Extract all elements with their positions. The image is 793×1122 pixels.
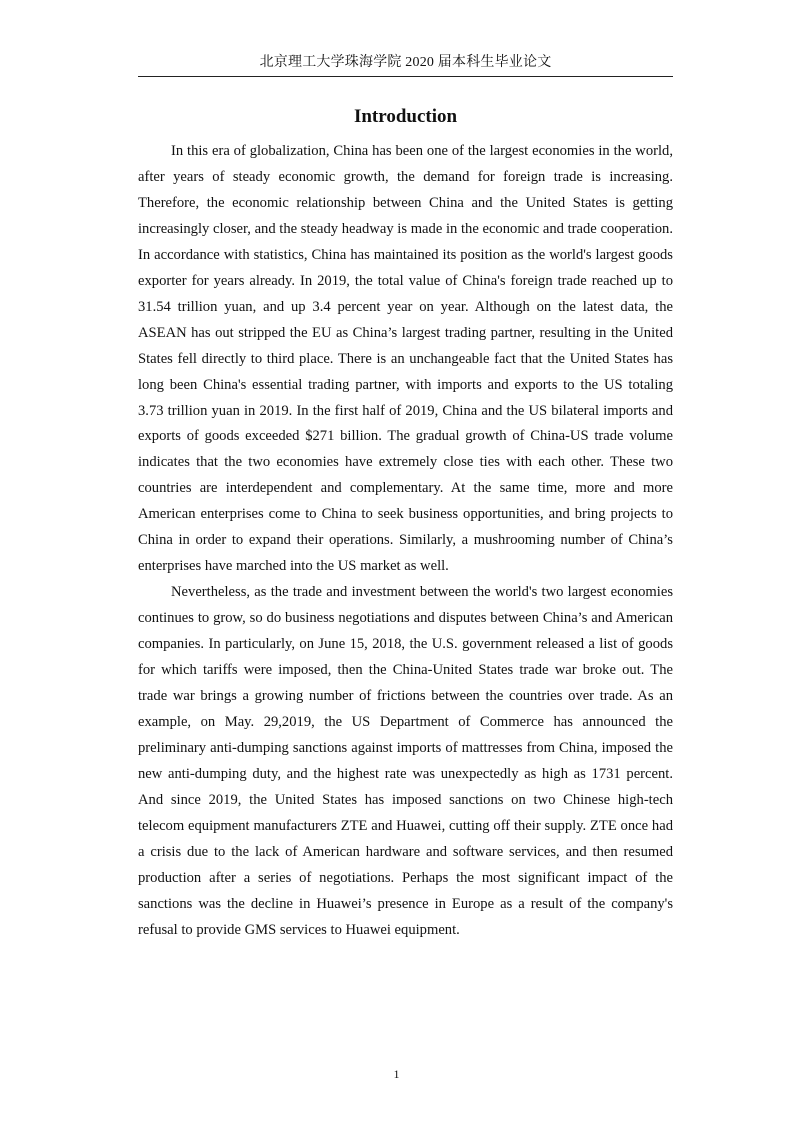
paragraph-2: Nevertheless, as the trade and investment between the world's two largest economies continues to grow, so do business negotiations and disputes between China’s and American companies. In particularly, on June 15, 2018, the U.S. government released a list of goods for which tariffs were imposed, then the China-United States trade war broke out. The trade war brings a growing number of frictions between the countries over trade. As an example, on May. 29,2019, the US Department of Commerce has announced the preliminary anti-dumping sanctions against imports of mattresses from China, imposed the new anti-dumping duty, and the highest rate was unexpectedly as high as 1731 percent. And since 2019, the United States has imposed sanctions on two Chinese high-tech telecom equipment manufacturers ZTE and Huawei, cutting off their supply. ZTE once had a crisis due to the lack of American hardware and software services, and then resumed production after a series of negotiations. Perhaps the most significant impact of the sanctions was the decline in Huawei’s presence in Europe as a result of the company's refusal to provide GMS services to Huawei equipment.: [138, 584, 673, 938]
paragraph-1: In this era of globalization, China has been one of the largest economies in the world, after years of steady economic growth, the demand for foreign trade is increasing. Therefore, the economic relationship between China and the United States is getting increasingly closer, and the steady headway is made in the economic and trade cooperation. In accordance with statistics, China has maintained its position as the world's largest goods exporter for years already. In 2019, the total value of China's foreign trade reached up to 31.54 trillion yuan, and up 3.4 percent year on year. Although on the latest data, the ASEAN has out stripped the EU as China’s largest trading partner, resulting in the United States fell directly to third place. There is an unchangeable fact that the United States has long been China's essential trading partner, with imports and exports to the US totaling 3.73 trillion yuan in 2019. In the first half of 2019, China and the US bilateral imports and exports of goods exceeded $271 billion. The gradual growth of China-US trade volume indicates that the two economies have extremely close ties with each other. These two countries are interdependent and complementary. At the same time, more and more American enterprises come to China to seek business opportunities, and bring projects to China in order to expand their operations. Similarly, a mushrooming number of China’s enterprises have marched into the US market as well.: [138, 143, 673, 575]
body-text: [138, 139, 673, 944]
page-number: 1: [393, 1067, 400, 1081]
header-text: 北京理工大学珠海学院 2020 届本科生毕业论文: [259, 55, 552, 70]
page-header: [138, 52, 673, 77]
section-title: Introduction: [353, 106, 458, 127]
